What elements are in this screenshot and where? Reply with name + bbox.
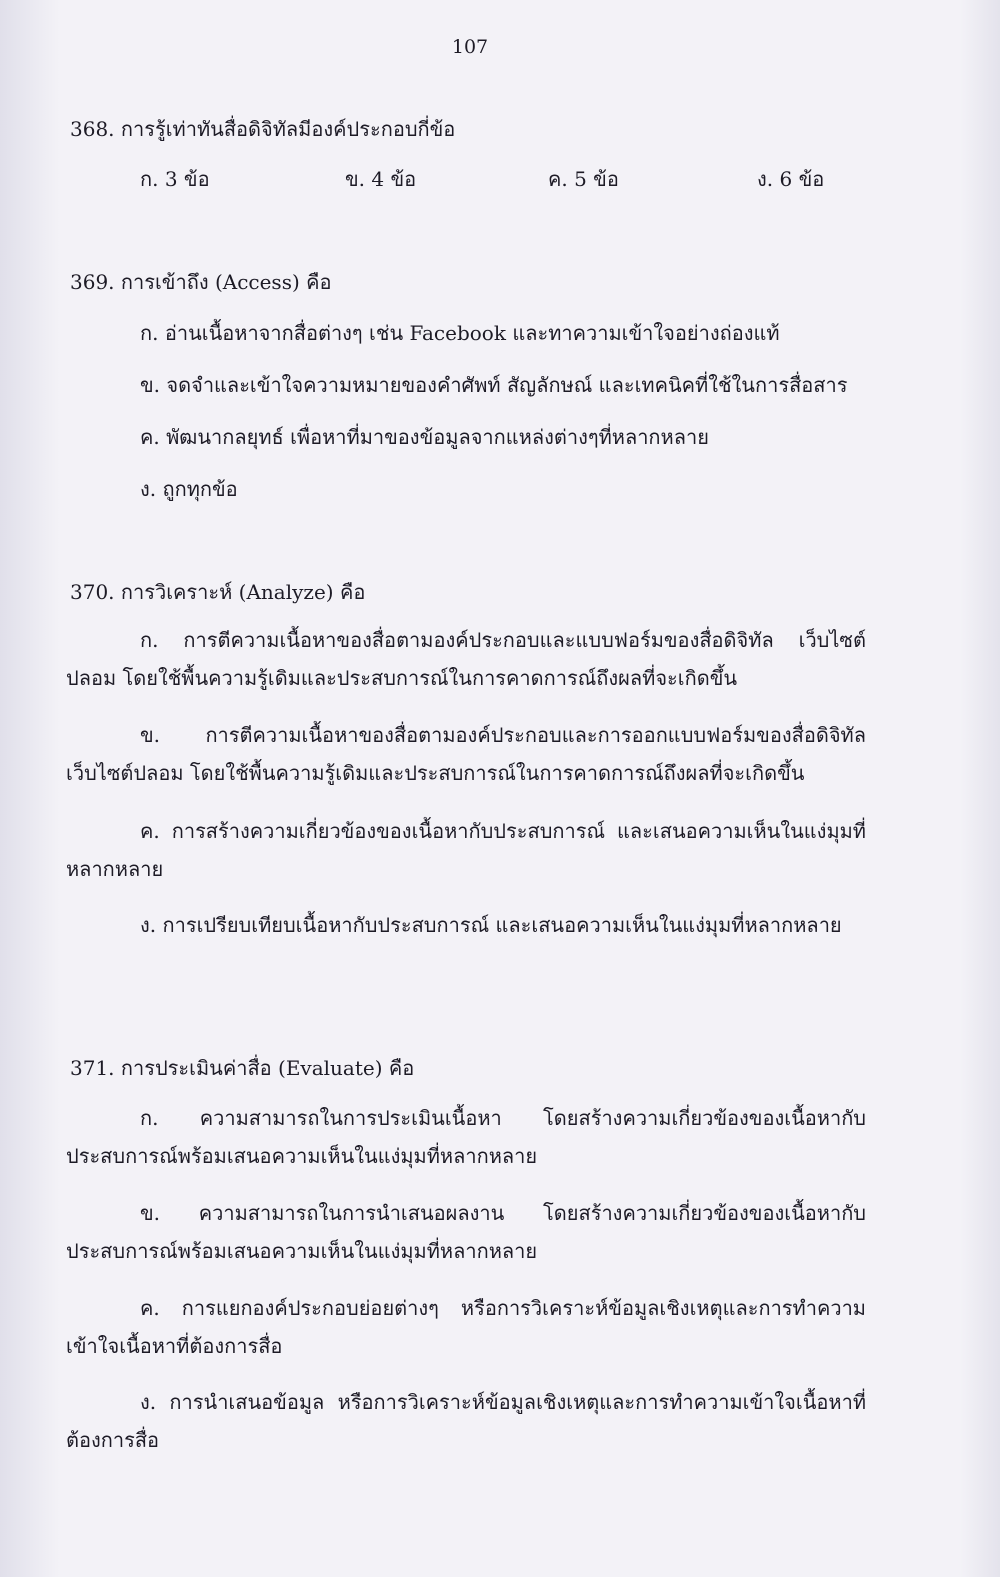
question-371-option-d: ง. การนำเสนอข้อมูล หรือการวิเคราะห์ข้อมูลเชิงเหตุและการทำความเข้าใจเนื้อหาที่ต้องการสื่อ [66, 1390, 866, 1452]
question-368-option-a: ก. 3 ข้อ [140, 167, 210, 191]
question-369-option-c: ค. พัฒนากลยุทธ์ เพื่อหาที่มาของข้อมูลจากแหล่งต่างๆที่หลากหลาย [140, 425, 709, 449]
question-371-option-b: ข. ความสามารถในการนำเสนอผลงาน โดยสร้างความเกี่ยวข้องของเนื้อหากับประสบการณ์พร้อมเสนอความเห็นในแง่มุมที่หลากหลาย [66, 1201, 866, 1263]
question-369-option-d: ง. ถูกทุกข้อ [140, 477, 238, 501]
question-371-option-a: ก. ความสามารถในการประเมินเนื้อหา โดยสร้างความเกี่ยวข้องของเนื้อหากับประสบการณ์พร้อมเสนอความเห็นในแง่มุมที่หลากหลาย [66, 1106, 866, 1168]
question-370-option-b: ข. การตีความเนื้อหาของสื่อตามองค์ประกอบและการออกแบบฟอร์มของสื่อดิจิทัล เว็บไซต์ปลอม โดยใช้พื้นความรู้เดิมและประสบการณ์ในการคาดการณ์ถึงผลที่จะเกิดขึ้น [66, 723, 866, 785]
question-370-stem: 370. การวิเคราะห์ (Analyze) คือ [70, 580, 366, 604]
question-371-option-c: ค. การแยกองค์ประกอบย่อยต่างๆ หรือการวิเคราะห์ข้อมูลเชิงเหตุและการทำความเข้าใจเนื้อหาที่ต้องการสื่อ [66, 1296, 866, 1358]
question-369-option-b: ข. จดจำและเข้าใจความหมายของคำศัพท์ สัญลักษณ์ และเทคนิคที่ใช้ในการสื่อสาร [140, 373, 848, 397]
question-368-option-d: ง. 6 ข้อ [757, 167, 825, 191]
question-370-option-a: ก. การตีความเนื้อหาของสื่อตามองค์ประกอบและแบบฟอร์มของสื่อดิจิทัล เว็บไซต์ปลอม โดยใช้พื้นความรู้เดิมและประสบการณ์ในการคาดการณ์ถึงผลที่จะเกิดขึ้น [66, 628, 866, 690]
question-371-stem: 371. การประเมินค่าสื่อ (Evaluate) คือ [70, 1056, 415, 1080]
question-370-option-c: ค. การสร้างความเกี่ยวข้องของเนื้อหากับประสบการณ์ และเสนอความเห็นในแง่มุมที่หลากหลาย [66, 819, 866, 881]
page-number: 107 [451, 36, 489, 58]
question-370-option-d: ง. การเปรียบเทียบเนื้อหากับประสบการณ์ และเสนอความเห็นในแง่มุมที่หลากหลาย [140, 913, 842, 937]
question-369-stem: 369. การเข้าถึง (Access) คือ [70, 270, 332, 294]
question-369-option-a: ก. อ่านเนื้อหาจากสื่อต่างๆ เช่น Facebook และทาความเข้าใจอย่างถ่องแท้ [140, 321, 780, 345]
question-368-option-b: ข. 4 ข้อ [345, 167, 417, 191]
question-368-option-c: ค. 5 ข้อ [548, 167, 619, 191]
question-368-stem: 368. การรู้เท่าทันสื่อดิจิทัลมีองค์ประกอบกี่ข้อ [70, 117, 456, 141]
